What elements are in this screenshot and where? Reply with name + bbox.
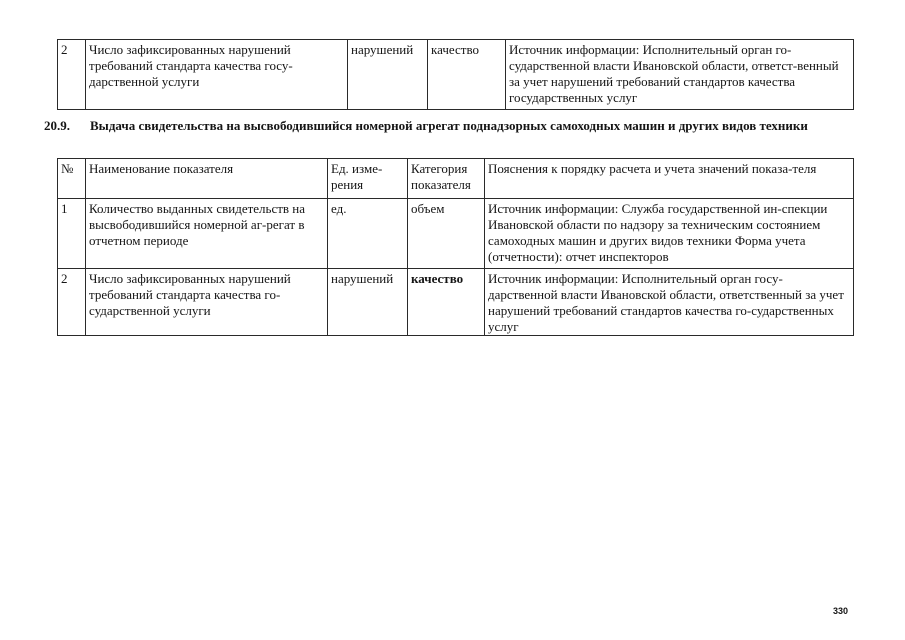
header-explanation: Пояснения к порядку расчета и учета значений показа-теля (485, 159, 854, 199)
section-title: Выдача свидетельства на высвободившийся номерной агрегат поднадзорных самоходных машин и других видов техники (90, 118, 808, 133)
table-row (58, 40, 854, 110)
unit-of-measure: нарушений (348, 40, 428, 110)
indicator-name: Количество выданных свидетельств на высвободившийся номерной аг-регат в отчетном периоде (86, 199, 328, 269)
calculation-explanation: Источник информации: Служба государственной ин-спекции Ивановской области по надзору за техническим состоянием самоходных машин и других видов техники Форма учета (отчетности): отчет инспекторов (485, 199, 854, 269)
indicator-category: объем (408, 199, 485, 269)
header-name: Наименование показателя (86, 159, 328, 199)
indicators-table (57, 158, 854, 336)
table-row (58, 199, 854, 269)
top-table-continuation (57, 39, 854, 110)
indicator-name: Число зафиксированных нарушений требований стандарта качества госу-дарственной услуги (86, 40, 348, 110)
section-heading (44, 118, 844, 134)
row-number: 2 (58, 269, 86, 336)
calculation-explanation: Источник информации: Исполнительный орган госу-дарственной власти Ивановской области, ответственный за учет нарушений требований стандартов качества го-сударственных услуг (485, 269, 854, 336)
unit-of-measure: ед. (328, 199, 408, 269)
header-number: № (58, 159, 86, 199)
header-unit: Ед. изме-рения (328, 159, 408, 199)
indicator-category: качество (428, 40, 506, 110)
indicator-category: качество (408, 269, 485, 336)
page-number: 330 (833, 606, 849, 616)
section-number: 20.9. (44, 118, 70, 133)
table-row (58, 269, 854, 336)
header-category: Категория показателя (408, 159, 485, 199)
row-number: 2 (58, 40, 86, 110)
calculation-explanation: Источник информации: Исполнительный орган го-сударственной власти Ивановской области, ответст-венный за учет нарушений требований стандартов качества государственных услуг (506, 40, 854, 110)
row-number: 1 (58, 199, 86, 269)
indicator-name: Число зафиксированных нарушений требований стандарта качества го-сударственной услуги (86, 269, 328, 336)
unit-of-measure: нарушений (328, 269, 408, 336)
table-header-row (58, 159, 854, 199)
